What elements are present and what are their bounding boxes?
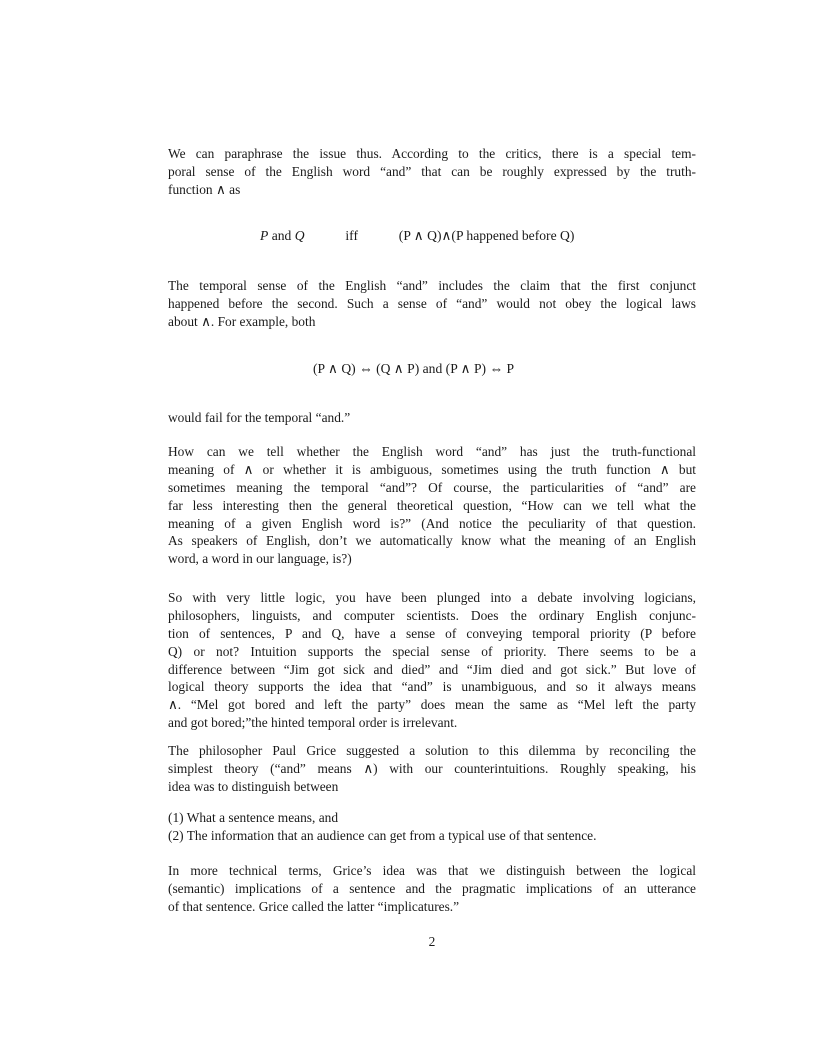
text-line: How can we tell whether the English word “and” has just the truth-functional <box>168 444 696 459</box>
paragraph-paraphrase <box>168 145 696 199</box>
text-line: idea was to distinguish between <box>168 778 339 794</box>
text-line: logical theory supports the idea that “and” is unambiguous, and so it always means <box>168 679 696 695</box>
eq-and-word: and <box>268 228 295 243</box>
eq-var-p: P <box>260 228 269 243</box>
text-line: ∧. “Mel got bored and left the party” does mean the same as “Mel left the party <box>168 697 696 713</box>
list-item: (1) What a sentence means, and <box>168 810 339 825</box>
text-line: We can paraphrase the issue thus. According to the critics, there is a special tem- <box>168 146 696 161</box>
text-line: (semantic) implications of a sentence and the pragmatic implications of an utterance <box>168 880 696 896</box>
text-line: tion of sentences, P and Q, have a sense of conveying temporal priority (P before <box>168 625 696 641</box>
numbered-list <box>168 809 696 845</box>
paragraph-grice <box>168 742 696 796</box>
text-line: The temporal sense of the English “and” includes the claim that the first conjunct <box>168 278 696 293</box>
text-line: The philosopher Paul Grice suggested a solution to this dilemma by reconciling the <box>168 743 696 758</box>
list-item: (2) The information that an audience can get from a typical use of that sentence. <box>168 827 597 843</box>
text-line: about ∧. For example, both <box>168 313 316 329</box>
eq-iff: iff <box>345 228 358 243</box>
text-line: of that sentence. Grice called the latter “implicatures.” <box>168 898 460 914</box>
text-line: poral sense of the English word “and” that can be roughly expressed by the truth- <box>168 163 696 179</box>
text-line: function ∧ as <box>168 181 241 197</box>
text-line: happened before the second. Such a sense of “and” would not obey the logical laws <box>168 295 696 311</box>
text-line: simplest theory (“and” means ∧) with our counterintuitions. Roughly speaking, his <box>168 760 696 776</box>
text-line: meaning of ∧ or whether it is ambiguous, sometimes using the truth function ∧ but <box>168 461 696 477</box>
paragraph-how-can-we-tell <box>168 443 696 568</box>
text-line: far less interesting then the general theoretical question, “How can we tell what the <box>168 497 696 513</box>
paragraph-would-fail <box>168 409 696 427</box>
text-line: sometimes meaning the temporal “and”? Of course, the particularities of “and” are <box>168 479 696 495</box>
text-line: and got bored;”the hinted temporal order is irrelevant. <box>168 715 458 731</box>
text-line: In more technical terms, Grice’s idea was that we distinguish between the logical <box>168 863 696 878</box>
paragraph-temporal-sense <box>168 277 696 331</box>
text-line: meaning of a given English word is?” (And notice the peculiarity of that question. <box>168 515 696 531</box>
text-line: So with very little logic, you have been plunged into a debate involving logicians, <box>168 590 696 605</box>
text-line: would fail for the temporal “and.” <box>168 410 351 425</box>
page-number: 2 <box>428 934 436 949</box>
text-line: Q) or not? Intuition supports the special sense of priority. There seems to be a <box>168 643 696 659</box>
paragraph-technical-terms <box>168 862 696 916</box>
paragraph-debate <box>168 589 696 732</box>
text-line: difference between “Jim got sick and died” and “Jim died and got sick.” But love of <box>168 661 696 677</box>
eq-rhs: (P ∧ Q)∧(P happened before Q) <box>398 228 575 243</box>
eq-var-q: Q <box>294 228 305 243</box>
equation-laws: (P ∧ Q) ⇔ (Q ∧ P) and (P ∧ P) ⇔ P <box>313 361 515 376</box>
text-line: word, a word in our language, is?) <box>168 551 352 567</box>
text-line: As speakers of English, don’t we automatically know what the meaning of an English <box>168 533 696 549</box>
equation-temporal-and <box>260 228 574 244</box>
text-line: philosophers, linguists, and computer scientists. Does the ordinary English conjunc- <box>168 607 696 623</box>
